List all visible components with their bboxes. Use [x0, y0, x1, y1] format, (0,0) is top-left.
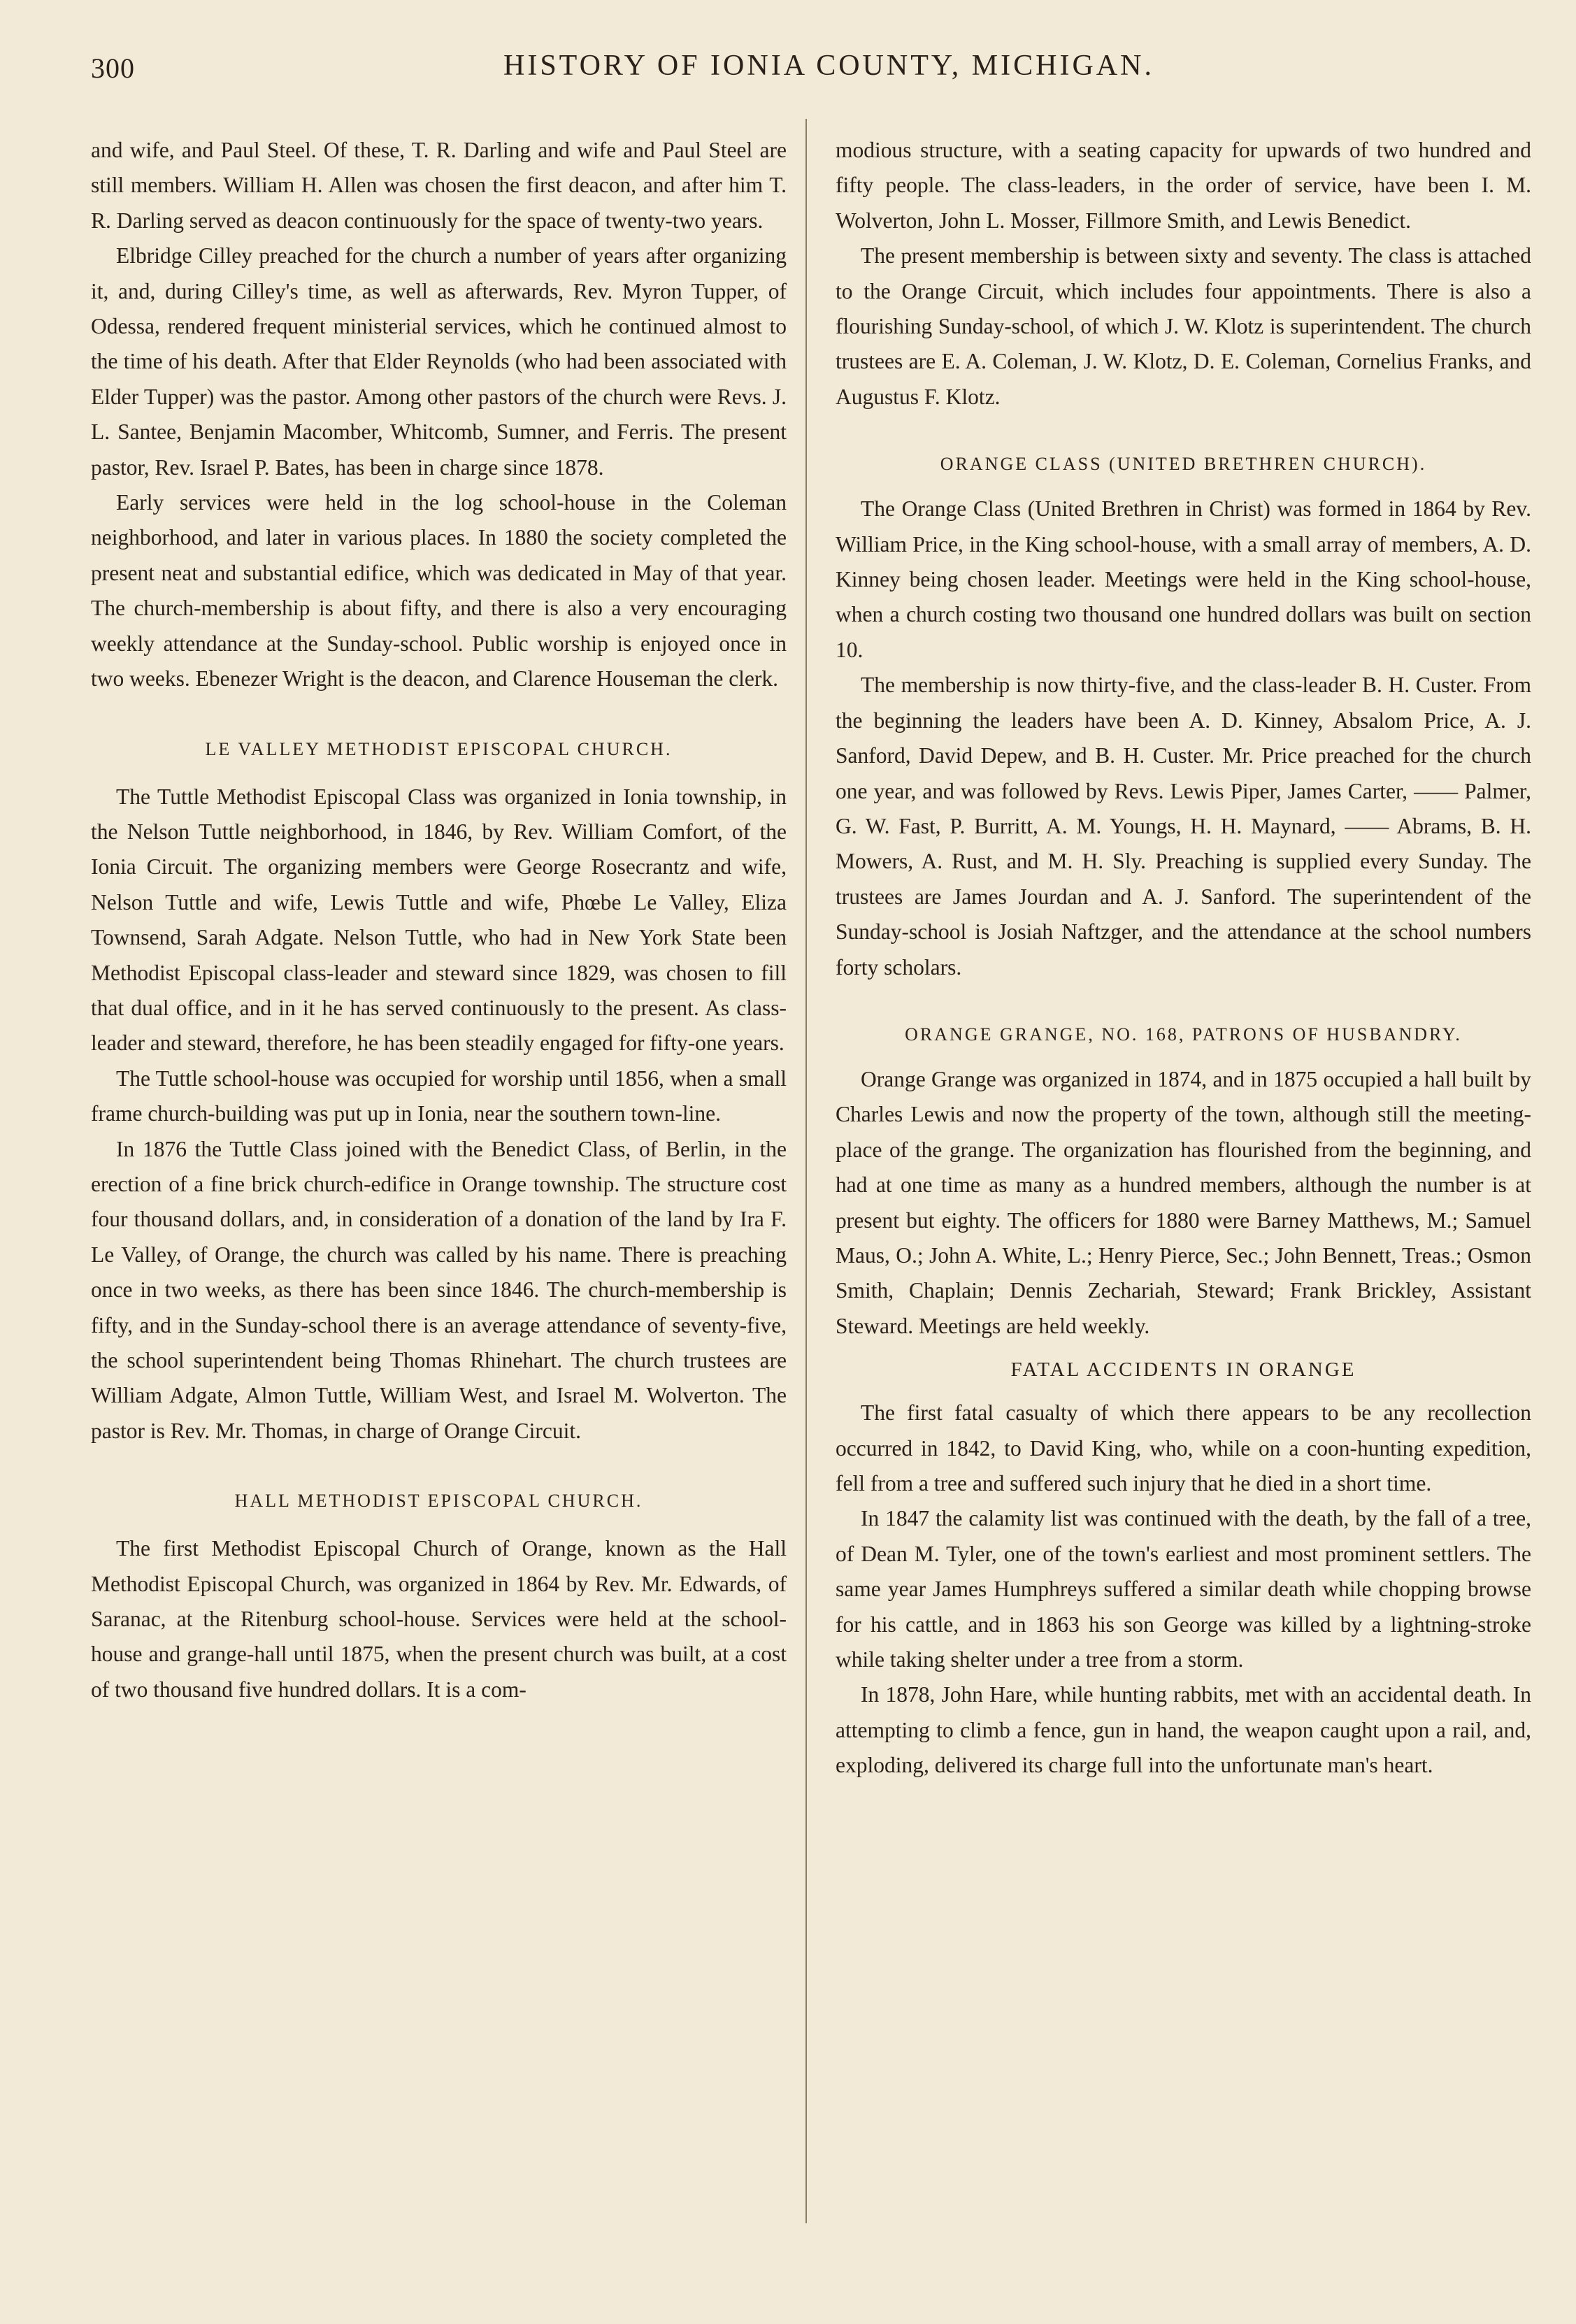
running-title: HISTORY OF IONIA COUNTY, MICHIGAN.	[503, 50, 1154, 82]
section-heading: HALL METHODIST EPISCOPAL CHURCH.	[234, 1491, 643, 1512]
column-divider	[805, 119, 807, 2223]
paragraph: In 1878, John Hare, while hunting rabbits, met with an accidental death. In attempting to climb a fence, gun in hand, the weapon caught upon a rail, and, exploding, delivered its charge full into the unfortunate man's heart.	[836, 1682, 1531, 1778]
paragraph: modious structure, with a seating capacity for upwards of two hundred and fifty people. The class-leaders, in the order of service, have been I. M. Wolverton, John L. Mosser, Fillmore Smith, and Lewis Benedict.	[836, 138, 1531, 233]
paragraph: The first Methodist Episcopal Church of Orange, known as the Hall Methodist Episcopal Church, was organized in 1864 by Rev. Mr. Edwards, of Saranac, at the Ritenburg school-house. Services were held at the school-house and grange-hall until 1875, when the present church was built, at a cost of two thousand five hundred dollars. It is a com-	[91, 1536, 787, 1702]
paragraph: Elbridge Cilley preached for the church a number of years after organizing it, and, during Cilley's time, as well as afterwards, Rev. Myron Tupper, of Odessa, rendered frequent ministerial services, which he continued almost to the time of his death. After that Elder Reynolds (who had been associated with Elder Tupper) was the pastor. Among other pastors of the church were Revs. J. L. Santee, Benjamin Macomber, Whitcomb, Sumner, and Ferris. The present pastor, Rev. Israel P. Bates, has been in charge since 1878.	[91, 243, 787, 480]
section-heading: LE VALLEY METHODIST EPISCOPAL CHURCH.	[205, 738, 673, 759]
section-heading: FATAL ACCIDENTS IN ORANGE	[1010, 1358, 1356, 1382]
paragraph: The first fatal casualty of which there appears to be any recollection occurred in 1842, to David King, who, while on a coon-hunting expedition, fell from a tree and suffered such injury that he died in a short time.	[836, 1400, 1531, 1495]
page-number: 300	[91, 52, 135, 84]
paragraph: and wife, and Paul Steel. Of these, T. R. Darling and wife and Paul Steel are still members. William H. Allen was chosen the first deacon, and after him T. R. Darling served as deacon continuously for the space of twenty-two years.	[91, 138, 787, 233]
paragraph: The Tuttle Methodist Episcopal Class was organized in Ionia township, in the Nelson Tuttle neighborhood, in 1846, by Rev. William Comfort, of the Ionia Circuit. The organizing members were George Rosecrantz and wife, Nelson Tuttle and wife, Lewis Tuttle and wife, Phœbe Le Valley, Eliza Townsend, Sarah Adgate. Nelson Tuttle, who had in New York State been Methodist Episcopal class-leader and steward since 1829, was chosen to fill that dual office, and in it he has served continuously to the present. As class-leader and steward, therefore, he has been steadily engaged for fifty-one years.	[91, 784, 787, 1056]
paragraph: The membership is now thirty-five, and the class-leader B. H. Custer. From the beginning the leaders have been A. D. Kinney, Absalom Price, A. J. Sanford, David Depew, and B. H. Custer. Mr. Price preached for the church one year, and was followed by Revs. Lewis Piper, James Carter, —— Palmer, G. W. Fast, P. Burritt, A. M. Youngs, H. H. Maynard, —— Abrams, B. H. Mowers, A. Rust, and M. H. Sly. Preaching is supplied every Sunday. The trustees are James Jourdan and A. J. Sanford. The superintendent of the Sunday-school is Josiah Naftzger, and the attendance at the school numbers forty scholars.	[836, 673, 1531, 980]
paragraph: The Tuttle school-house was occupied for worship until 1856, when a small frame church-building was put up in Ionia, near the southern town-line.	[91, 1066, 787, 1126]
paragraph: Early services were held in the log school-house in the Coleman neighborhood, and later in various places. In 1880 the society completed the present neat and substantial edifice, which was dedicated in May of that year. The church-membership is about fifty, and there is also a very encouraging weekly attendance at the Sunday-school. Public worship is enjoyed once in two weeks. Ebenezer Wright is the deacon, and Clarence Houseman the clerk.	[91, 490, 787, 691]
right-column	[836, 133, 1531, 1784]
paragraph: Orange Grange was organized in 1874, and in 1875 occupied a hall built by Charles Lewis and now the property of the town, although still the meeting-place of the grange. The organization has flourished from the beginning, and had at one time as many as a hundred members, although the number is at present but eighty. The officers for 1880 were Barney Matthews, M.; Samuel Maus, O.; John A. White, L.; Henry Pierce, Sec.; John Bennett, Treas.; Osmon Smith, Chaplain; Dennis Zechariah, Steward; Frank Brickley, Assistant Steward. Meetings are held weekly.	[836, 1066, 1531, 1338]
paragraph: In 1847 the calamity list was continued with the death, by the fall of a tree, of Dean M. Tyler, one of the town's earliest and most prominent settlers. The same year James Humphreys suffered a similar death while chopping browse for his cattle, and in 1863 his son George was killed by a lightning-stroke while taking shelter under a tree from a storm.	[836, 1506, 1531, 1672]
paragraph: The present membership is between sixty and seventy. The class is attached to the Orange Circuit, which includes four appointments. There is also a flourishing Sunday-school, of which J. W. Klotz is superintendent. The church trustees are E. A. Coleman, J. W. Klotz, D. E. Coleman, Cornelius Franks, and Augustus F. Klotz.	[836, 243, 1531, 409]
paragraph: In 1876 the Tuttle Class joined with the Benedict Class, of Berlin, in the erection of a fine brick church-edifice in Orange township. The structure cost four thousand dollars, and, in consideration of a donation of the land by Ira F. Le Valley, of Orange, the church was called by his name. There is preaching once in two weeks, as there has been since 1846. The church-membership is fifty, and in the Sunday-school there is an average attendance of seventy-five, the school superintendent being Thomas Rhinehart. The church trustees are William Adgate, Almon Tuttle, William West, and Israel M. Wolverton. The pastor is Rev. Mr. Thomas, in charge of Orange Circuit.	[91, 1136, 787, 1443]
section-heading: ORANGE GRANGE, NO. 168, PATRONS OF HUSBANDRY.	[905, 1024, 1462, 1045]
paragraph: The Orange Class (United Brethren in Christ) was formed in 1864 by Rev. William Price, in the King school-house, with a small array of members, A. D. Kinney being chosen leader. Meetings were held in the King school-house, when a church costing two thousand one hundred dollars was built on section 10.	[836, 496, 1531, 662]
section-heading: ORANGE CLASS (UNITED BRETHREN CHURCH).	[940, 454, 1427, 475]
left-column	[91, 133, 787, 1707]
